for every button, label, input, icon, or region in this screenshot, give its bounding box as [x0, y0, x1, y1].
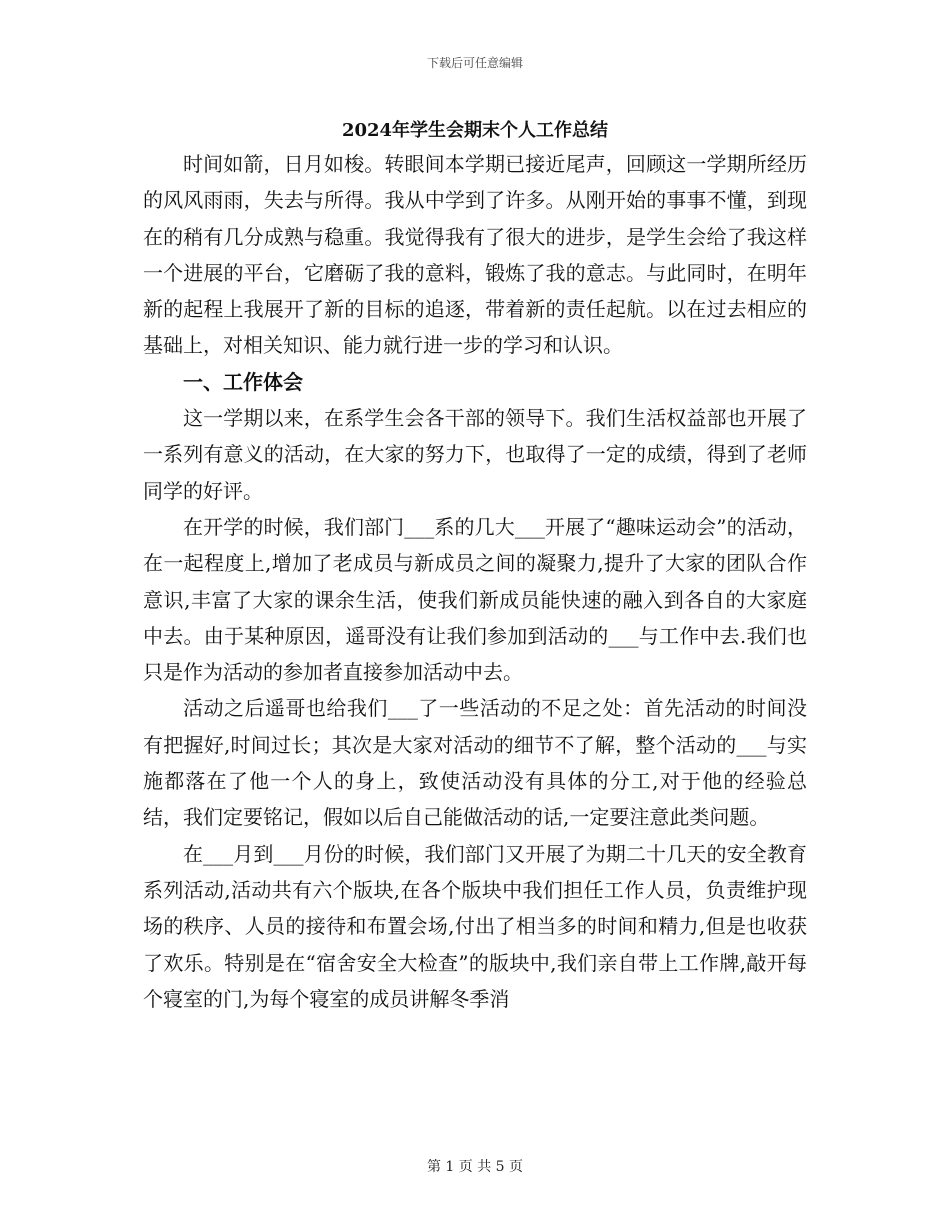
document-body — [143, 146, 807, 1017]
paragraph-sports-meet: 在开学的时候，我们部门___系的几大___开展了“趣味运动会”的活动，在一起程度上,增加了老成员与新成员之间的凝聚力,提升了大家的团队合作意识,丰富了大家的课余生活，使我们新成员能快速的融入到各自的大家庭中去。由于某种原因，遥哥没有让我们参加到活动的___与工作中去.我们也只是作为活动的参加者直接参加活动中去。 — [143, 514, 807, 685]
paragraph-intro: 时间如箭，日月如梭。转眼间本学期已接近尾声，回顾这一学期所经历的风风雨雨，失去与所得。我从中学到了许多。从刚开始的事事不懂，到现在的稍有几分成熟与稳重。我觉得我有了很大的进步，是学生会给了我这样一个进展的平台，它磨砺了我的意料，锻炼了我的意志。与此同时，在明年新的起程上我展开了新的目标的追逐，带着新的责任起航。以在过去相应的基础上，对相关知识、能力就行进一步的学习和认识。 — [143, 152, 807, 358]
paragraph-semester: 这一学期以来，在系学生会各干部的领导下。我们生活权益部也开展了一系列有意义的活动，在大家的努力下，也取得了一定的成绩，得到了老师同学的好评。 — [143, 406, 807, 503]
page-header-note: 下载后可任意编辑 — [426, 56, 523, 70]
document-title: 2024年学生会期末个人工作总结 — [341, 120, 609, 141]
paragraph-feedback: 活动之后遥哥也给我们___了一些活动的不足之处：首先活动的时间没有把握好,时间过长；其次是大家对活动的细节不了解，整个活动的___与实施都落在了他一个人的身上，致使活动没有具体的分工,对于他的经验总结，我们定要铭记，假如以后自己能做活动的话,一定要注意此类问题。 — [143, 696, 807, 830]
section-heading: 一、工作体会 — [183, 369, 303, 394]
page-number: 第 1 页 共 5 页 — [426, 1159, 524, 1175]
paragraph-safety-education: 在___月到___月份的时候，我们部门又开展了为期二十几天的安全教育系列活动,活动共有六个版块,在各个版块中我们担任工作人员，负责维护现场的秩序、人员的接待和布置会场,付出了相当多的时间和精力,但是也收获了欢乐。特别是在“宿舍安全大检查”的版块中,我们亲自带上工作牌,敲开每个寝室的门,为每个寝室的成员讲解冬季消 — [143, 841, 807, 1011]
